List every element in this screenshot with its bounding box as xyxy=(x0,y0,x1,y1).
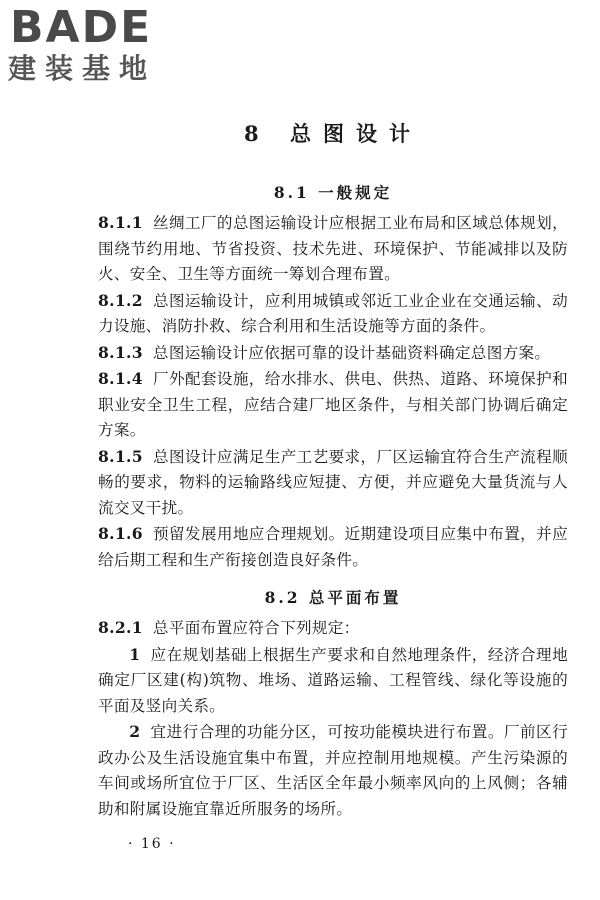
clause-number: 8.1.3 xyxy=(98,342,143,362)
logo-wordmark: BADE xyxy=(10,2,153,53)
clause-number: 8.2.1 xyxy=(98,618,143,637)
clause-number: 8.1.2 xyxy=(98,290,143,310)
clause-number: 8.1.6 xyxy=(98,524,143,543)
section-gap xyxy=(98,573,568,585)
clause-text: 总图运输设计，应利用城镇或邻近工业企业在交通运输、动力设施、消防扑救、综合利用和生活设施等方面的条件。 xyxy=(98,291,568,335)
clause-8-1-1 xyxy=(98,210,568,288)
clause-text: 总平面布置应符合下列规定： xyxy=(152,619,360,637)
clause-8-1-3 xyxy=(98,340,568,367)
page-content xyxy=(98,118,568,822)
clause-8-1-2 xyxy=(98,288,568,340)
item-text: 应在规划基础上根据生产要求和自然地理条件，经济合理地确定厂区建(构)筑物、堆场、道路运输、工程管线、绿化等设施的平面及竖向关系。 xyxy=(98,645,568,715)
clause-text: 预留发展用地应合理规划。近期建设项目应集中布置，并应给后期工程和生产衔接创造良好条件。 xyxy=(98,525,568,569)
clause-8-1-4 xyxy=(98,366,568,444)
section-title: 8.2 总平面布置 xyxy=(264,588,402,607)
list-item xyxy=(98,642,568,720)
clause-8-1-5 xyxy=(98,444,568,522)
chapter-title: 8 总图设计 xyxy=(244,121,422,146)
clause-8-1-6 xyxy=(98,521,568,573)
page-number: · 16 · xyxy=(128,836,176,852)
item-number: 1 xyxy=(129,644,141,664)
item-text: 宜进行合理的功能分区，可按功能模块进行布置。厂前区行政办公及生活设施宜集中布置，并应控制用地规模。产生污染源的车间或场所宜位于厂区、生活区全年最小频率风向的上风侧；各辅助和附属设施宜靠近所服务的场所。 xyxy=(98,723,568,818)
item-number: 2 xyxy=(129,722,141,741)
clause-text: 总图设计应满足生产工艺要求，厂区运输宜符合生产流程顺畅的要求，物料的运输路线应短捷、方便，并应避免大量货流与人流交叉干扰。 xyxy=(98,447,568,517)
clause-text: 总图运输设计应依据可靠的设计基础资料确定总图方案。 xyxy=(152,343,551,362)
clause-number: 8.1.4 xyxy=(98,369,143,388)
clause-8-2-1 xyxy=(98,615,568,642)
clause-number: 8.1.5 xyxy=(98,446,143,466)
clause-number: 8.1.1 xyxy=(98,213,143,232)
clause-text: 丝绸工厂的总图运输设计应根据工业布局和区域总体规划，围绕节约用地、节省投资、技术先进、环境保护、节能减排以及防火、安全、卫生等方面统一筹划合理布置。 xyxy=(98,214,568,283)
section-title: 8.1 一般规定 xyxy=(273,183,393,202)
bade-logo xyxy=(8,2,183,92)
list-item xyxy=(98,719,568,822)
logo-subtitle: 建装基地 xyxy=(8,52,157,85)
clause-text: 厂外配套设施，给水排水、供电、供热、道路、环境保护和职业安全卫生工程，应结合建厂地区条件，与相关部门协调后确定方案。 xyxy=(98,370,568,439)
